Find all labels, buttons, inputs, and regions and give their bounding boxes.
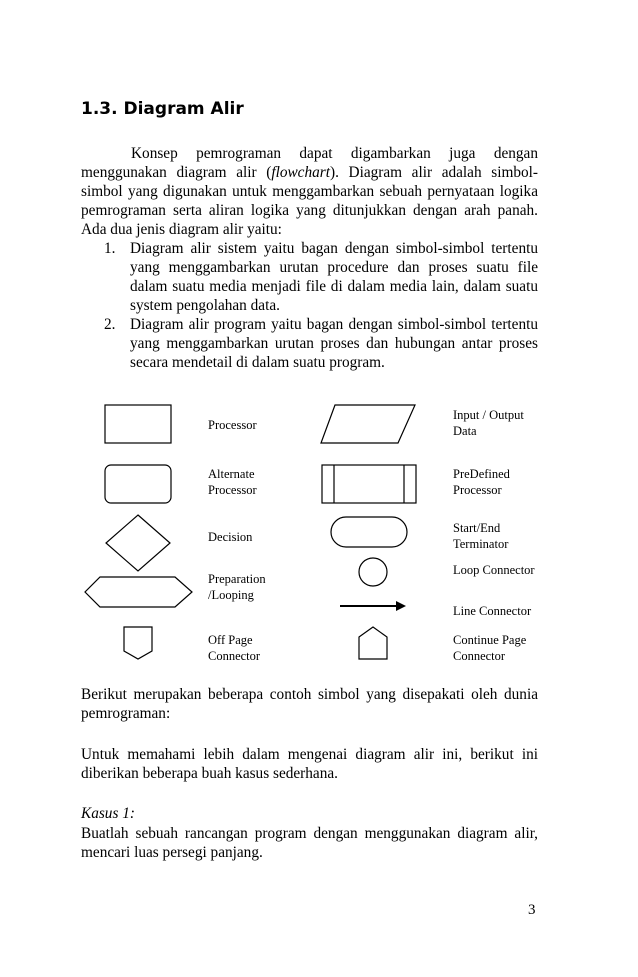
intro-paragraph (81, 144, 538, 239)
off-page-connector-label: Off Page Connector (208, 633, 261, 663)
list-item (104, 239, 538, 315)
terminator-label: Start/End Terminator (453, 521, 509, 551)
intro-text-after: ). Diagram alir adalah simbol-simbol yang digunakan untuk menggambarkan sebuah pernyataan logika pemrograman serta aliran logika yang ditunjukkan dengan arah panah. Ada dua jenis diagram alir yaitu: (81, 164, 539, 238)
continue-page-connector-label: Continue Page Connector (453, 633, 527, 663)
loop-connector-label: Loop Connector (453, 563, 535, 577)
list-item (104, 315, 538, 372)
list-text: Diagram alir program yaitu bagan dengan simbol-simbol tertentu yang menggambarkan urutan proses dan hubungan antar proses secara mendetail di dalam suatu program. (130, 316, 538, 371)
predefined-processor-symbol (322, 465, 416, 503)
continue-page-connector-symbol (359, 627, 387, 659)
list-number: 2. (104, 316, 116, 333)
page-number: 3 (528, 902, 536, 918)
decision-label: Decision (208, 530, 253, 544)
line-connector-label: Line Connector (453, 604, 532, 618)
predefined-processor-label: PreDefined Processor (453, 467, 510, 497)
processor-symbol (105, 405, 171, 443)
case-label: Kasus 1: (81, 805, 135, 822)
decision-symbol (106, 515, 170, 571)
processor-label: Processor (208, 418, 257, 432)
preparation-symbol (85, 577, 192, 607)
cases-intro-paragraph: Untuk memahami lebih dalam mengenai diagram alir ini, berikut ini diberikan beberapa buah kasus sederhana. (81, 746, 538, 782)
line-connector-symbol (340, 601, 406, 611)
terminator-symbol (331, 517, 407, 547)
diagram-types-list (104, 239, 538, 372)
intro-text-italic: flowchart (271, 164, 330, 181)
section-heading: 1.3. Diagram Alir (81, 99, 244, 119)
intro-text-before: Konsep pemrograman dapat digambarkan juga dengan menggunakan diagram alir ( (81, 145, 538, 181)
list-text: Diagram alir sistem yaitu bagan dengan simbol-simbol tertentu yang menggambarkan urutan procedure dan proses suatu file dalam suatu media menjadi file di dalam media lain, dalam suatu system pengolahan data. (130, 240, 538, 314)
off-page-connector-symbol (124, 627, 152, 659)
symbols-paragraph: Berikut merupakan beberapa contoh simbol yang disepakati oleh dunia pemrograman: (81, 686, 538, 722)
loop-connector-symbol (359, 558, 387, 586)
preparation-label: Preparation /Looping (208, 572, 266, 602)
input-output-label: Input / Output Data (453, 408, 524, 438)
alternate-processor-label: Alternate Processor (208, 467, 257, 497)
list-number: 1. (104, 240, 116, 257)
alternate-processor-symbol (105, 465, 171, 503)
input-output-symbol (321, 405, 415, 443)
case-description: Buatlah sebuah rancangan program dengan menggunakan diagram alir, mencari luas persegi panjang. (81, 825, 538, 861)
